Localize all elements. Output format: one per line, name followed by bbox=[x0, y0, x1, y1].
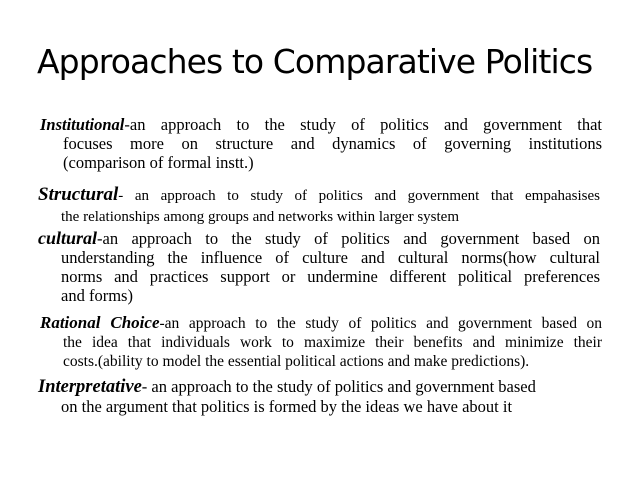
approach-text-line: focuses more on structure and dynamics of governing institutions bbox=[63, 134, 602, 153]
approach-text-line: -an approach to the study of politics and government based on bbox=[159, 315, 602, 332]
approach-text-line: - an approach to study of politics and government that empahasises bbox=[118, 188, 600, 204]
slide-title: Approaches to Comparative Politics bbox=[37, 42, 593, 81]
approach-first-line bbox=[40, 115, 602, 134]
approach-text-line: on the argument that politics is formed by the ideas we have about it bbox=[61, 397, 513, 416]
approach-term: cultural bbox=[38, 228, 98, 248]
approach-institutional bbox=[40, 115, 602, 172]
approach-text-line: understanding the influence of culture and cultural norms(how cultural bbox=[61, 248, 600, 267]
approach-term: Structural bbox=[38, 184, 119, 205]
approach-text-line: and forms) bbox=[61, 286, 133, 305]
approach-term: Institutional bbox=[40, 115, 125, 134]
approach-text-line: -an approach to the study of politics and government that bbox=[124, 115, 602, 134]
approach-first-line bbox=[40, 313, 602, 333]
approach-text-line: costs.(ability to model the essential political actions and make predictions). bbox=[63, 353, 530, 370]
approach-first-line bbox=[38, 377, 600, 397]
approach-term: Interpretative bbox=[38, 377, 142, 397]
approach-text-line: - an approach to the study of politics and government based bbox=[141, 377, 536, 396]
approach-first-line bbox=[38, 229, 600, 248]
approach-first-line bbox=[38, 184, 600, 207]
approach-interpretative bbox=[38, 377, 600, 416]
approach-text-line: the idea that individuals work to maximize their benefits and minimize their bbox=[63, 334, 602, 351]
approach-term: Rational Choice bbox=[40, 313, 160, 332]
approach-text-line: the relationships among groups and networks within larger system bbox=[61, 209, 459, 225]
approach-text-line: norms and practices support or undermine different political preferences bbox=[61, 267, 600, 286]
approach-structural bbox=[38, 184, 600, 228]
approach-text-line: (comparison of formal instt.) bbox=[63, 153, 254, 172]
approach-cultural bbox=[38, 229, 600, 305]
approach-rational-choice bbox=[40, 313, 602, 371]
approach-text-line: -an approach to the study of politics and government based on bbox=[97, 229, 600, 248]
